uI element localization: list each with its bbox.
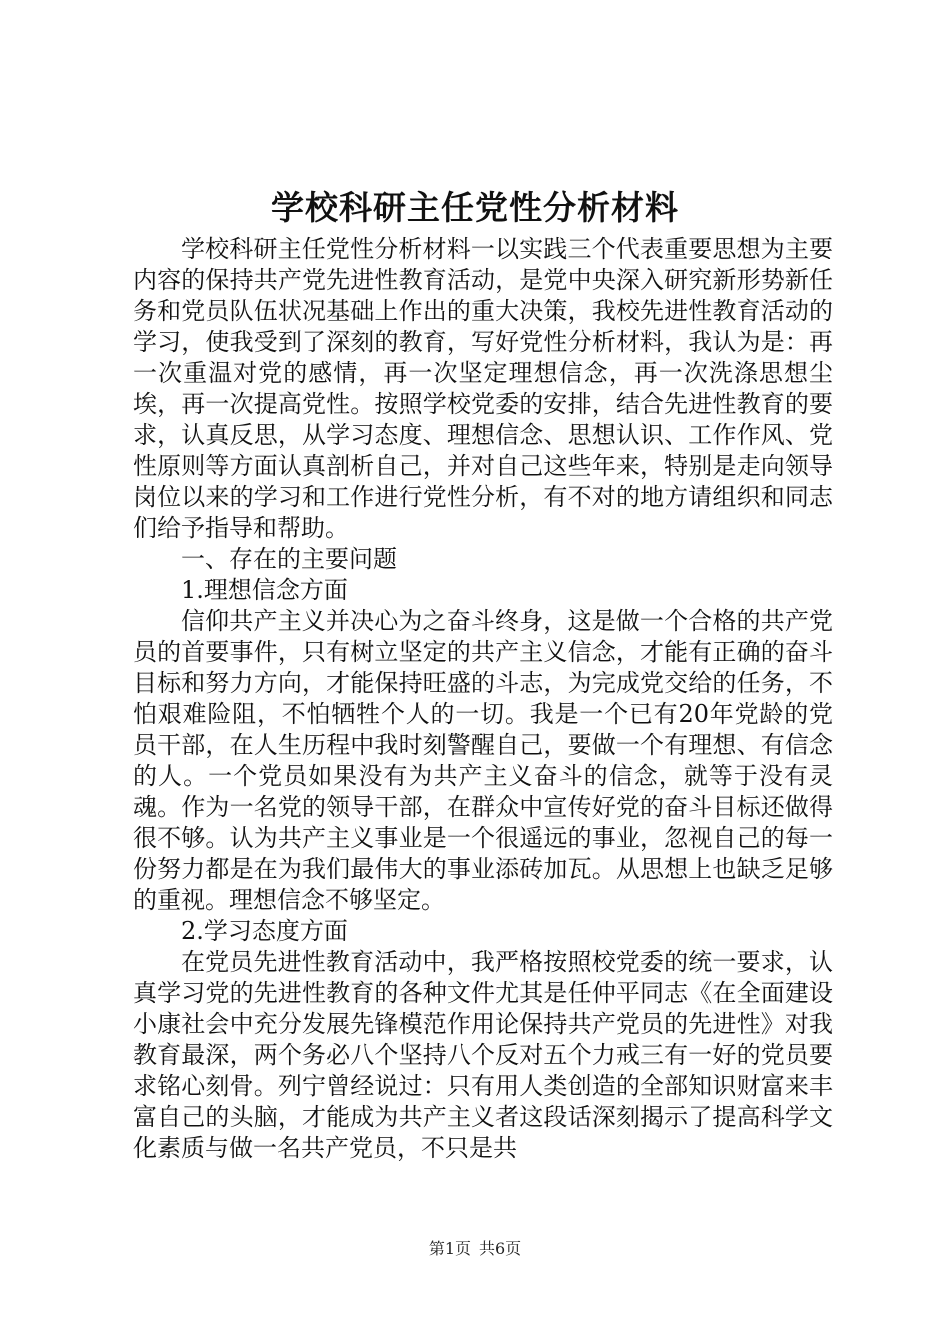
paragraph-study: 在党员先进性教育活动中，我严格按照校党委的统一要求，认真学习党的先进性教育的各种文件尤其是任仲平同志《在全面建设小康社会中充分发展先锋模范作用论保持共产党员的先进性》对我教育最深，两个务必八个坚持八个反对五个力戒三有一好的党员要求铭心刻骨。列宁曾经说过：只有用人类创造的全部知识财富来丰富自己的头脑，才能成为共产主义者这段话深刻揭示了提高科学文化素质与做一名共产党员，不只是共 [133, 948, 833, 1162]
paragraph-ideals: 信仰共产主义并决心为之奋斗终身，这是做一个合格的共产党员的首要事件，只有树立坚定的共产主义信念，才能有正确的奋斗目标和努力方向，才能保持旺盛的斗志，为完成党交给的任务，不怕艰难险阻，不怕牺牲个人的一切。我是一个已有20年党龄的党员干部，在人生历程中我时刻警醒自己，要做一个有理想、有信念的人。一个党员如果没有为共产主义奋斗的信念，就等于没有灵魂。作为一名党的领导干部，在群众中宣传好党的奋斗目标还做得很不够。认为共产主义事业是一个很遥远的事业，忽视自己的每一份努力都是在为我们最伟大的事业添砖加瓦。从思想上也缺乏足够的重视。理想信念不够坚定。 [133, 607, 833, 914]
paragraph-intro: 学校科研主任党性分析材料一以实践三个代表重要思想为主要内容的保持共产党先进性教育活动，是党中央深入研究新形势新任务和党员队伍状况基础上作出的重大决策，我校先进性教育活动的学习，使我受到了深刻的教育，写好党性分析材料，我认为是：再一次重温对党的感情，再一次坚定理想信念，再一次洗涤思想尘埃，再一次提高党性。按照学校党委的安排，结合先进性教育的要求，认真反思，从学习态度、理想信念、思想认识、工作作风、党性原则等方面认真剖析自己，并对自己这些年来，特别是走向领导岗位以来的学习和工作进行党性分析，有不对的地方请组织和同志们给予指导和帮助。 [133, 235, 833, 542]
page-footer [0, 1238, 950, 1260]
subheading-study: 2.学习态度方面 [181, 917, 348, 945]
document-body [133, 234, 833, 1164]
section-heading-problems: 一、存在的主要问题 [181, 545, 397, 573]
page-number: 第1页 [428, 1239, 471, 1258]
document-title: 学校科研主任党性分析材料 [271, 188, 679, 227]
subheading-ideals: 1.理想信念方面 [181, 576, 348, 604]
page-total: 共6页 [479, 1239, 522, 1258]
